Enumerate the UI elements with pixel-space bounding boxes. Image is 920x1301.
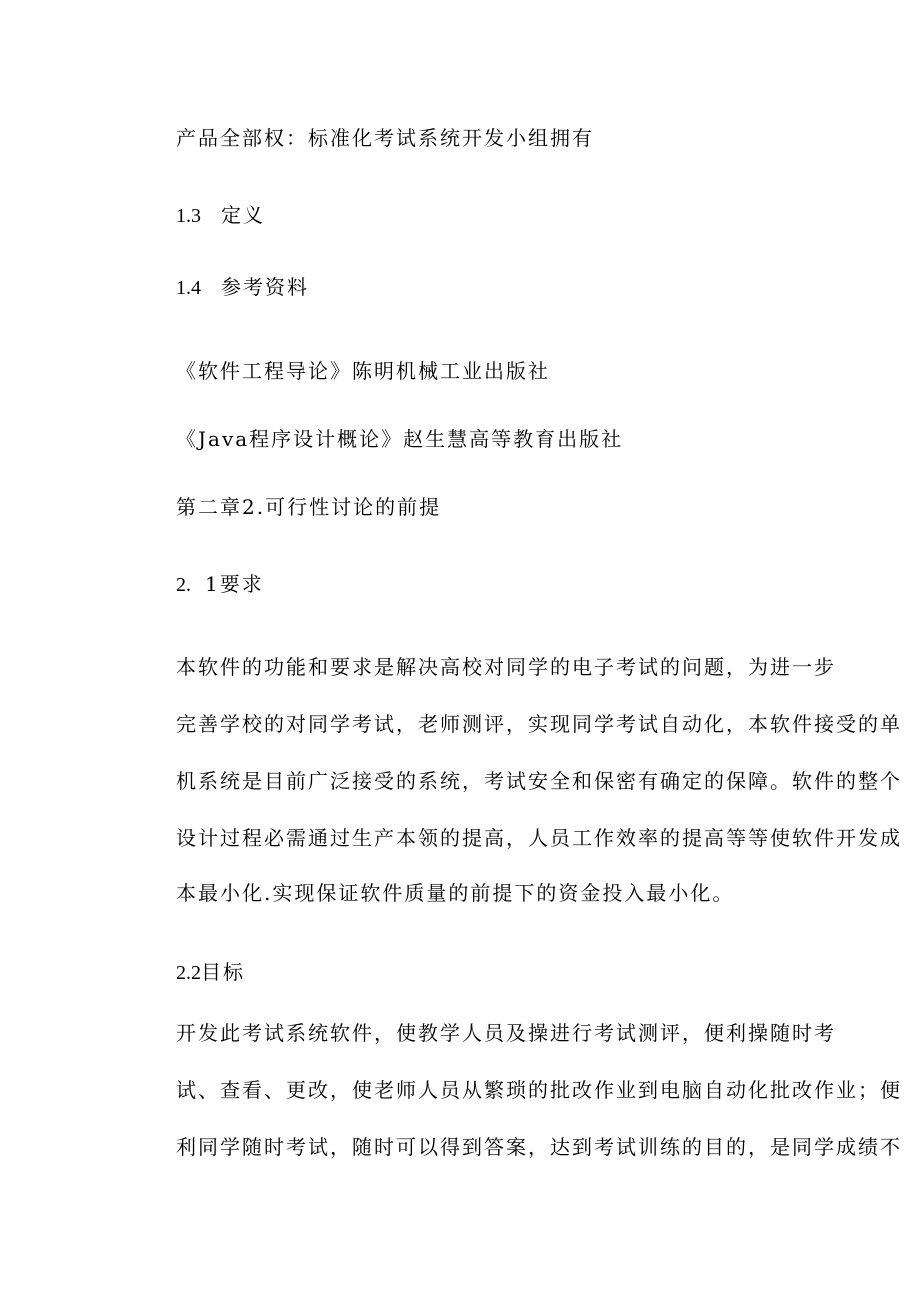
section-1-3-number: 1.3 <box>176 205 201 227</box>
section-2-1-heading <box>176 570 264 599</box>
section-2-2-title: 目标 <box>201 960 245 984</box>
chapter-2-heading: 第二章2.可行性讨论的前提 <box>176 495 442 519</box>
section-2-2-heading <box>176 958 245 987</box>
section-2-1-number: 2. <box>176 574 191 596</box>
goals-line: 利同学随时考试，随时可以得到答案，达到考试训练的目的，是同学成绩不 <box>176 1135 902 1159</box>
section-1-3-heading <box>176 201 265 230</box>
section-1-4-number: 1.4 <box>176 277 201 299</box>
section-1-3-title: 定义 <box>221 203 265 227</box>
requirements-line: 本软件的功能和要求是解决高校对同学的电子考试的问题，为进一步 <box>176 655 836 679</box>
reference-item: 《软件工程导论》陈明机械工业出版社 <box>176 359 550 383</box>
requirements-line: 完善学校的对同学考试，老师测评，实现同学考试自动化，本软件接受的单 <box>176 712 902 736</box>
requirements-line: 本最小化.实现保证软件质量的前提下的资金投入最小化。 <box>176 881 735 905</box>
goals-line: 开发此考试系统软件，使教学人员及操进行考试测评，便利操随时考 <box>176 1021 836 1045</box>
requirements-line: 设计过程必需通过生产本领的提高，人员工作效率的提高等等使软件开发成 <box>176 826 902 850</box>
section-2-2-number: 2.2 <box>176 962 201 984</box>
section-2-1-title: 1要求 <box>205 572 264 596</box>
section-1-4-heading <box>176 273 309 302</box>
goals-line: 试、查看、更改，使老师人员从繁琐的批改作业到电脑自动化批改作业；便 <box>176 1078 902 1102</box>
section-1-4-title: 参考资料 <box>221 275 309 299</box>
reference-item: 《Java程序设计概论》赵生慧高等教育出版社 <box>176 427 624 451</box>
copyright-line: 产品全部权：标准化考试系统开发小组拥有 <box>176 126 594 150</box>
requirements-line: 机系统是目前广泛接受的系统，考试安全和保密有确定的保障。软件的整个 <box>176 769 902 793</box>
